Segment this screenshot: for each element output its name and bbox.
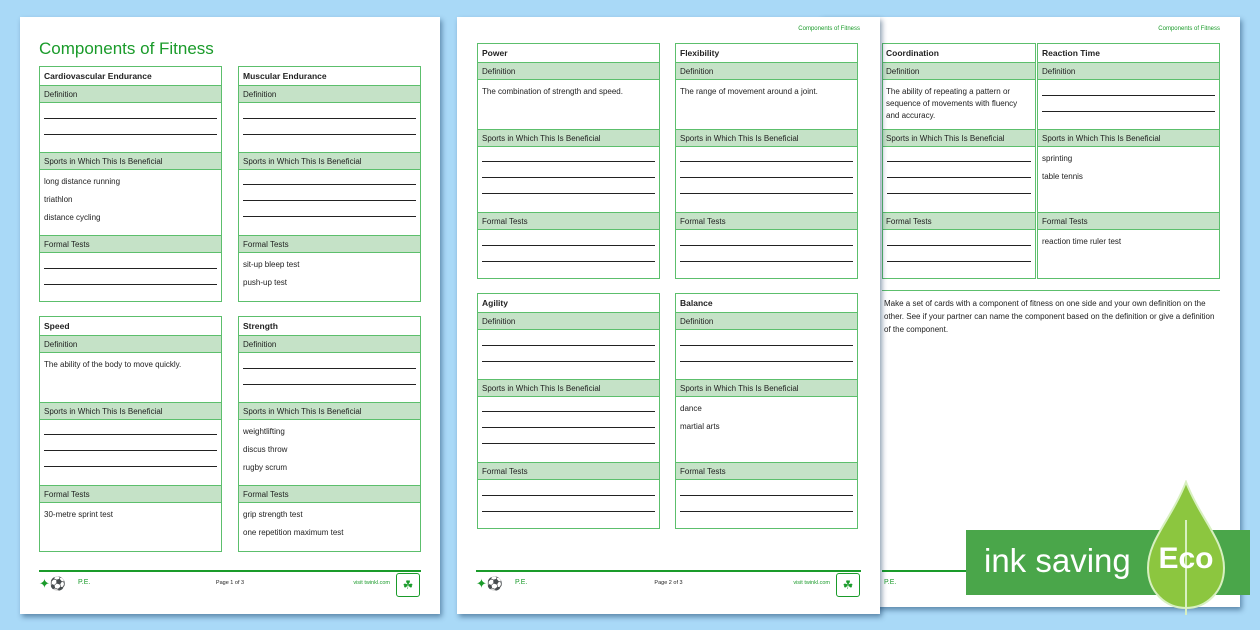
card-title: Coordination: [883, 44, 1035, 63]
sports-body: [1038, 147, 1219, 213]
component-card: [238, 66, 421, 302]
answer-line: [887, 193, 1031, 194]
tests-header: Formal Tests: [676, 213, 857, 230]
definition-header: Definition: [676, 63, 857, 80]
definition-body: [883, 80, 1035, 130]
tests-header: Formal Tests: [239, 486, 420, 503]
sports-header: Sports in Which This Is Beneficial: [239, 403, 420, 420]
sports-body: [40, 420, 221, 486]
sports-header: Sports in Which This Is Beneficial: [40, 153, 221, 170]
eco-badge-label: Eco: [1158, 542, 1214, 575]
answer-line: [482, 361, 655, 362]
footer-divider: [476, 570, 861, 572]
list-item: one repetition maximum test: [243, 528, 344, 537]
definition-header: Definition: [478, 313, 659, 330]
task-text: Make a set of cards with a component of fitness on one side and your own definition on the other. See if your partner can name the component based on the definition or give a definition of the component.: [884, 299, 1215, 334]
definition-body: [676, 330, 857, 380]
list-item: sit-up bleep test: [243, 260, 300, 269]
list-item: 30-metre sprint test: [44, 510, 113, 519]
answer-line: [44, 450, 217, 451]
definition-body: [478, 80, 659, 130]
sports-header: Sports in Which This Is Beneficial: [883, 130, 1035, 147]
answer-line: [482, 427, 655, 428]
definition-body: [239, 353, 420, 403]
answer-line: [243, 384, 416, 385]
tests-body: [478, 230, 659, 278]
definition-header: Definition: [478, 63, 659, 80]
tests-header: Formal Tests: [676, 463, 857, 480]
twinkl-link[interactable]: visit twinkl.com: [793, 580, 830, 586]
worksheet-page-2: [457, 17, 880, 614]
answer-line: [680, 245, 853, 246]
sports-body: [478, 397, 659, 463]
answer-line: [44, 466, 217, 467]
definition-text: The range of movement around a joint.: [680, 87, 818, 96]
answer-line: [680, 495, 853, 496]
answer-line: [44, 118, 217, 119]
sports-header: Sports in Which This Is Beneficial: [239, 153, 420, 170]
sports-body: [676, 147, 857, 213]
component-card: [882, 43, 1036, 279]
answer-line: [1042, 111, 1215, 112]
worksheet-page-1: [20, 17, 440, 614]
card-title: Balance: [676, 294, 857, 313]
definition-body: [40, 103, 221, 153]
answer-line: [680, 345, 853, 346]
answer-line: [482, 177, 655, 178]
answer-line: [887, 245, 1031, 246]
answer-line: [243, 216, 416, 217]
page-title: Components of Fitness: [39, 39, 214, 58]
answer-line: [44, 284, 217, 285]
footer-subject: P.E.: [884, 579, 897, 586]
component-card: [675, 293, 858, 529]
answer-line: [482, 245, 655, 246]
twinkl-badge-icon: ☘: [396, 573, 420, 597]
sports-body: [478, 147, 659, 213]
definition-header: Definition: [883, 63, 1035, 80]
list-item: martial arts: [680, 422, 720, 431]
answer-line: [482, 495, 655, 496]
component-card: [477, 293, 660, 529]
list-item: reaction time ruler test: [1042, 237, 1122, 246]
tests-header: Formal Tests: [239, 236, 420, 253]
definition-header: Definition: [676, 313, 857, 330]
list-item: grip strength test: [243, 510, 303, 519]
definition-body: [478, 330, 659, 380]
tests-body: [40, 253, 221, 301]
answer-line: [243, 368, 416, 369]
list-item: dance: [680, 404, 702, 413]
answer-line: [887, 261, 1031, 262]
pe-logo-icon: ✦⚽: [476, 576, 504, 591]
answer-line: [243, 200, 416, 201]
definition-header: Definition: [239, 86, 420, 103]
sports-header: Sports in Which This Is Beneficial: [676, 130, 857, 147]
pe-logo-icon: ✦⚽: [39, 576, 67, 591]
sports-body: [239, 420, 420, 486]
answer-line: [482, 511, 655, 512]
twinkl-badge-icon: ☘: [836, 573, 860, 597]
tests-body: [1038, 230, 1219, 278]
tests-header: Formal Tests: [1038, 213, 1219, 230]
footer-subject: P.E.: [78, 579, 91, 586]
tests-header: Formal Tests: [40, 486, 221, 503]
sports-body: [239, 170, 420, 236]
list-item: push-up test: [243, 278, 288, 287]
sports-header: Sports in Which This Is Beneficial: [478, 130, 659, 147]
page-number: Page 2 of 3: [654, 580, 683, 586]
answer-line: [482, 193, 655, 194]
card-title: Power: [478, 44, 659, 63]
answer-line: [482, 161, 655, 162]
answer-line: [44, 134, 217, 135]
answer-line: [44, 268, 217, 269]
card-title: Muscular Endurance: [239, 67, 420, 86]
answer-line: [680, 193, 853, 194]
sports-header: Sports in Which This Is Beneficial: [1038, 130, 1219, 147]
list-item: sprinting: [1042, 154, 1073, 163]
list-item: long distance running: [44, 177, 121, 186]
tests-body: [676, 480, 857, 528]
card-title: Cardiovascular Endurance: [40, 67, 221, 86]
running-header: Components of Fitness: [798, 26, 860, 32]
card-title: Agility: [478, 294, 659, 313]
card-title: Speed: [40, 317, 221, 336]
tests-body: [239, 253, 420, 301]
list-item: distance cycling: [44, 213, 101, 222]
tests-body: [883, 230, 1035, 278]
card-title: Strength: [239, 317, 420, 336]
sports-header: Sports in Which This Is Beneficial: [478, 380, 659, 397]
tests-header: Formal Tests: [478, 213, 659, 230]
answer-line: [44, 434, 217, 435]
sports-body: [676, 397, 857, 463]
tests-header: Formal Tests: [883, 213, 1035, 230]
definition-body: [676, 80, 857, 130]
definition-body: [40, 353, 221, 403]
answer-line: [482, 345, 655, 346]
tests-header: Formal Tests: [478, 463, 659, 480]
definition-header: Definition: [40, 336, 221, 353]
answer-line: [887, 177, 1031, 178]
card-title: Reaction Time: [1038, 44, 1219, 63]
eco-leaf-icon: [1146, 480, 1226, 615]
component-card: [39, 316, 222, 552]
definition-text: The ability of the body to move quickly.: [44, 360, 182, 369]
component-card: [477, 43, 660, 279]
answer-line: [243, 134, 416, 135]
definition-text: The ability of repeating a pattern or sequence of movements with fluency and accuracy.: [886, 87, 1018, 120]
running-header: Components of Fitness: [1158, 26, 1220, 32]
tests-body: [676, 230, 857, 278]
footer-subject: P.E.: [515, 579, 528, 586]
component-card: [1037, 43, 1220, 279]
answer-line: [243, 118, 416, 119]
answer-line: [482, 443, 655, 444]
list-item: table tennis: [1042, 172, 1083, 181]
list-item: discus throw: [243, 445, 288, 454]
component-card: [675, 43, 858, 279]
answer-line: [887, 161, 1031, 162]
answer-line: [680, 511, 853, 512]
definition-body: [239, 103, 420, 153]
answer-line: [680, 361, 853, 362]
twinkl-link[interactable]: visit twinkl.com: [353, 580, 390, 586]
component-card: [39, 66, 222, 302]
definition-body: [1038, 80, 1219, 130]
answer-line: [680, 161, 853, 162]
list-item: triathlon: [44, 195, 73, 204]
tests-body: [40, 503, 221, 551]
sports-header: Sports in Which This Is Beneficial: [676, 380, 857, 397]
sports-body: [883, 147, 1035, 213]
list-item: rugby scrum: [243, 463, 288, 472]
page-number: Page 1 of 3: [215, 580, 245, 586]
component-card: [238, 316, 421, 552]
sports-body: [40, 170, 221, 236]
definition-header: Definition: [239, 336, 420, 353]
footer-divider: [39, 570, 421, 572]
ink-saving-label: ink saving: [984, 542, 1131, 579]
card-title: Flexibility: [676, 44, 857, 63]
definition-header: Definition: [1038, 63, 1219, 80]
answer-line: [1042, 95, 1215, 96]
answer-line: [243, 184, 416, 185]
definition-header: Definition: [40, 86, 221, 103]
answer-line: [680, 261, 853, 262]
sports-header: Sports in Which This Is Beneficial: [40, 403, 221, 420]
list-item: weightlifting: [243, 427, 285, 436]
answer-line: [482, 411, 655, 412]
answer-line: [482, 261, 655, 262]
tests-body: [239, 503, 420, 551]
definition-text: The combination of strength and speed.: [482, 87, 623, 96]
tests-body: [478, 480, 659, 528]
answer-line: [680, 177, 853, 178]
task-divider: [882, 290, 1220, 291]
tests-header: Formal Tests: [40, 236, 221, 253]
